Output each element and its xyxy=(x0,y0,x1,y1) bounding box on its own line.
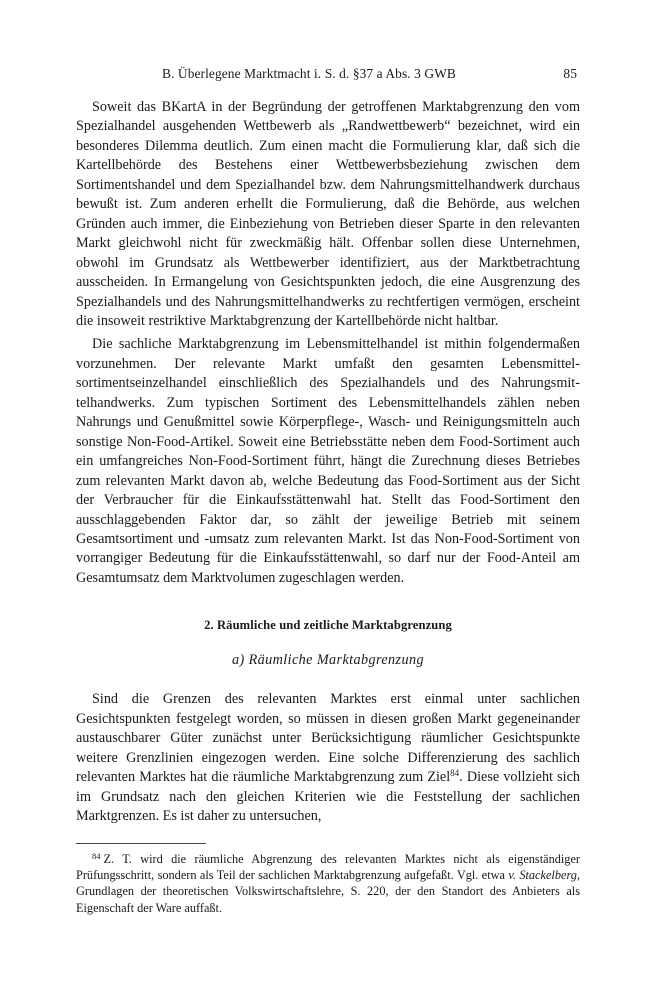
section-heading: 2. Räumliche und zeitliche Marktabgrenzung xyxy=(204,618,452,633)
footnote-divider xyxy=(76,843,206,844)
paragraph-text: Sind die Grenzen des relevanten Marktes erst einmal unter sachlichen Gesichtspunkten festgelegt worden, so müssen in diesen großen Markt gegeneinander austauschbarer Güter zunächst unter Berücksichtigung räumlicher Gesichtspunkte weitere Grenzlinien eingezogen werden. Eine solche Differenzierung des sachlich relevanten Marktes hat die räumliche Marktabgrenzung zum Ziel xyxy=(76,691,580,786)
book-page xyxy=(76,66,580,916)
body-paragraph: Die sachliche Marktabgrenzung im Lebensmittelhandel ist mithin folgendermaßen vorzunehmen. Der relevante Markt umfaßt den gesamten Lebensmittelsortimentseinzelhandel einschließlich des Spezialhandels und des Nahrungsmittelhandwerks. Zum typischen Sortiment des Lebensmittelhandels zählen neben Nahrungs und Genußmittel sowie Körperpflege-, Wasch- und Reinigungsmitteln auch sonstige Non-Food-Artikel. Soweit eine Betriebsstätte neben dem Food-Sortiment auch ein umfangreiches Non-Food-Sortiment führt, hängt die Zurechnung dieses Betriebes zum relevanten Markt davon ab, welche Bedeutung das Food-Sortiment aus der Sicht der Verbraucher für die Einkaufsstättenwahl hat. Stellt das Food-Sortiment den ausschlaggebenden Faktor dar, so zählt der jeweilige Betrieb mit seinem Gesamtsortiment und -umsatz zum relevanten Markt. Ist das Non-Food-Sortiment von vorrangiger Bedeutung für die Einkaufsstättenwahl, so darf nur der Food-Anteil am Gesamtumsatz dem Marktvolumen zugeschlagen werden. xyxy=(76,336,580,586)
running-head xyxy=(76,66,580,88)
footnote-author: v. Stackelberg xyxy=(508,867,577,882)
footnote-text: , Grundlagen der theoretischen Volkswirtschaftslehre, S. 220, der den Standort des Anbieters als Eigenschaft der Ware auffaßt. xyxy=(76,867,581,915)
main-text xyxy=(76,98,580,827)
body-paragraph xyxy=(76,690,580,826)
body-paragraph: Soweit das BKartA in der Begründung der getroffenen Marktabgrenzung den vom Spezialhandel ausgehenden Wettbewerb als „Randwettbewerb“ bezeichnet, wird ein besonderes Dilemma deutlich. Zum einen macht die Formulierung klar, daß sich die Kartellbehörde des Bestehens einer Wettbewerbsbeziehung zwischen dem Sortimentshandel und dem Spezialhandel bzw. dem Nahrungsmittelhandwerk durchaus bewußt ist. Zum anderen erhellt die Formulierung, daß die Behörde, aus welchen Gründen auch immer, die Einbeziehung von Betrieben dieser Sparte in den relevanten Markt gleichwohl nicht für zweckmäßig hält. Offenbar sollen diese Unternehmen, obwohl im Grundsatz als Wettbewerber identifiziert, aus der Marktbetrachtung ausscheiden. In Ermangelung von Gesichtspunkten jedoch, die eine Ausgrenzung des Spezialhandels und des Nahrungsmittelhandwerks zu rechtfertigen vermögen, erscheint die insoweit restriktive Marktabgrenzung der Kartellbehörde nicht haltbar. xyxy=(76,99,580,329)
footnote-text: Z. T. wird die räumliche Abgrenzung des relevanten Marktes nicht als eigenständiger Prüfungsschritt, sondern als Teil der sachlichen Marktabgrenzung aufgefaßt. Vgl. etwa xyxy=(76,851,580,882)
footnote-reference: 84 xyxy=(450,768,460,779)
paragraph-text: . Diese vollzieht sich im Grundsatz nach den gleichen Kriterien wie die Feststellung der sachlichen Marktgrenzen. Es ist daher zu untersuchen, xyxy=(76,769,580,825)
footnote xyxy=(76,851,580,917)
running-title: B. Überlegene Marktmacht i. S. d. §37 a Abs. 3 GWB xyxy=(162,66,456,81)
footnote-number: 84 xyxy=(92,850,101,861)
page-number: 85 xyxy=(563,66,577,81)
subsection-heading: a) Räumliche Marktabgrenzung xyxy=(232,652,424,669)
